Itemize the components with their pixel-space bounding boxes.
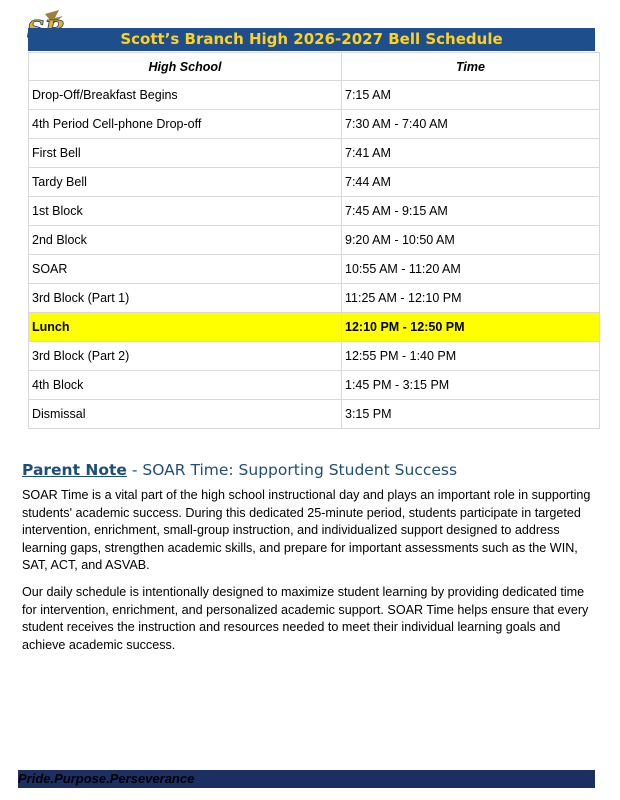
period-cell: 2nd Block [29,226,342,255]
table-row [29,110,600,139]
time-cell: 1:45 PM - 3:15 PM [342,371,600,400]
time-cell: 12:55 PM - 1:40 PM [342,342,600,371]
time-cell: 11:25 AM - 12:10 PM [342,284,600,313]
table-row [29,400,600,429]
bell-schedule-table [28,52,600,429]
column-header-high-school: High School [29,53,342,81]
period-cell: 3rd Block (Part 1) [29,284,342,313]
table-header-row [29,53,600,81]
table-row [29,371,600,400]
period-cell: First Bell [29,139,342,168]
period-cell: Tardy Bell [29,168,342,197]
parent-note-label: Parent Note [22,461,127,479]
page-title: Scott’s Branch High 2026-2027 Bell Schedule [28,28,595,51]
time-cell: 3:15 PM [342,400,600,429]
time-cell: 7:45 AM - 9:15 AM [342,197,600,226]
table-row-lunch-highlighted [29,313,600,342]
period-cell: 4th Block [29,371,342,400]
period-cell: 4th Period Cell-phone Drop-off [29,110,342,139]
table-row [29,197,600,226]
footer-motto: Pride.Purpose.Perseverance [18,771,195,786]
time-cell: 7:30 AM - 7:40 AM [342,110,600,139]
time-cell: 7:41 AM [342,139,600,168]
time-cell: 12:10 PM - 12:50 PM [342,313,600,342]
time-cell: 10:55 AM - 11:20 AM [342,255,600,284]
table-row [29,255,600,284]
table-row [29,284,600,313]
table-row [29,81,600,110]
table-row [29,342,600,371]
time-cell: 7:44 AM [342,168,600,197]
parent-note-subtitle: - SOAR Time: Supporting Student Success [126,461,458,479]
footer-motto-bar [18,770,595,788]
table-row [29,226,600,255]
table-row [29,168,600,197]
period-cell: Drop-Off/Breakfast Begins [29,81,342,110]
period-cell: SOAR [29,255,342,284]
period-cell: Lunch [29,313,342,342]
period-cell: 3rd Block (Part 2) [29,342,342,371]
period-cell: Dismissal [29,400,342,429]
time-cell: 7:15 AM [342,81,600,110]
table-row [29,139,600,168]
time-cell: 9:20 AM - 10:50 AM [342,226,600,255]
note-paragraph-2: Our daily schedule is intentionally designed to maximize student learning by providing dedicated time for intervention, enrichment, and personalized academic support. SOAR Time helps ensure that every student receives the instruction and resources needed to meet their individual learning goals and achieve academic success. [22,585,589,652]
period-cell: 1st Block [29,197,342,226]
note-paragraph-1: SOAR Time is a vital part of the high school instructional day and plays an important role in supporting students' academic success. During this dedicated 25-minute period, students participate in targeted intervention, enrichment, small-group instruction, and individualized support designed to address learning gaps, strengthen academic skills, and prepare for important assessments such as the WIN, SAT, ACT, and ASVAB. [22,488,591,573]
column-header-time: Time [342,53,600,81]
parent-note-heading [22,461,457,479]
